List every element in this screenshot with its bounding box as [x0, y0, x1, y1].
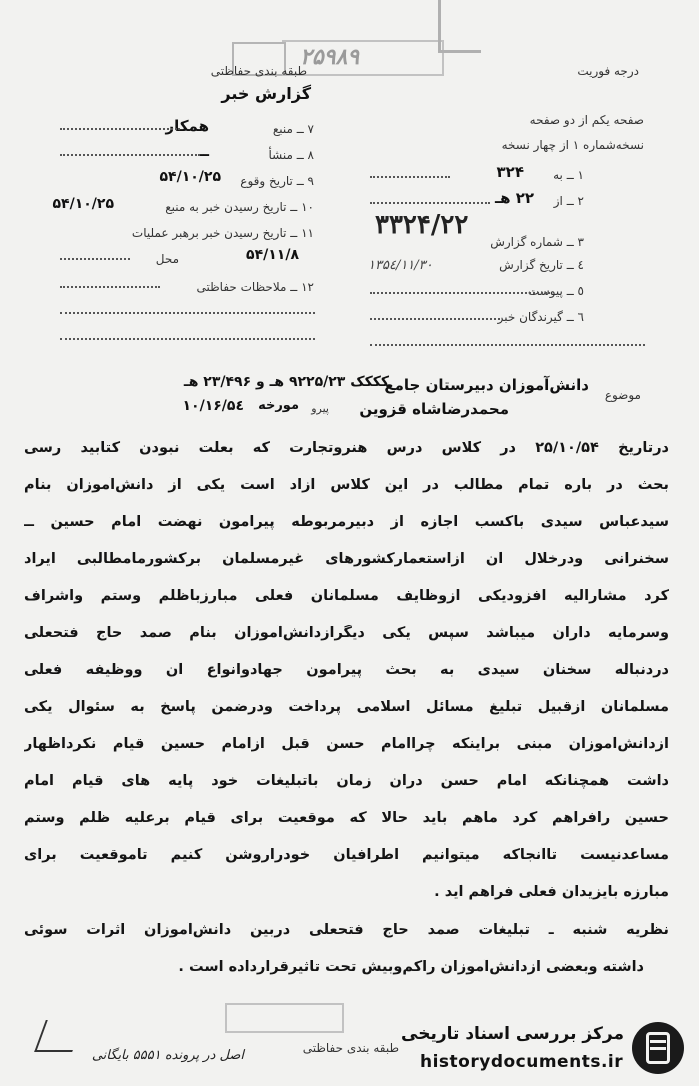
- body-line-1: درتاریخ ۲۵/۱۰/۵۴ در کلاس درس هنروتجارت که بعلت نبودن کتابید رسی: [24, 440, 669, 456]
- body-line-7: دردنباله سخنان سیدی به بحث پیرامون جهادوانواع آن ووظیفه فعلی: [24, 662, 669, 678]
- field-origin-line: [60, 154, 200, 156]
- field-ops-label: ۱۱ ــ تاریخ رسیدن خبر برهبر عملیات: [131, 226, 314, 240]
- field-copy-label: نسخه‌شماره ۱ از چهار نسخه: [501, 138, 644, 152]
- field-page-label: صفحه یکم از دو صفحه: [529, 113, 644, 127]
- field-occurrence-value: ۵۴/۱۰/۲۵: [159, 169, 221, 185]
- field-report-date-label: ٤ ــ تاریخ گزارش: [499, 258, 584, 272]
- body-line-14: نظریه شنبه ـ تبلیغات صمد حاج فتحعلی دربین دانش‌آموزان اثرات سوئی: [24, 922, 669, 938]
- site-url: historydocuments.ir: [420, 1052, 624, 1072]
- body-line-13: مبارزه بایزیدان فعلی فراهم آید .: [434, 884, 669, 900]
- stamp-number: ۲۵۹۸۹: [300, 44, 360, 70]
- field-report-no-label: ۳ ــ شماره گزارش: [490, 235, 584, 249]
- stamp-frame-bottom: [225, 1003, 344, 1033]
- field-attachment-label: ٥ ــ پیوست: [527, 284, 584, 298]
- field-source-line: [60, 128, 180, 130]
- field-origin-label: ۸ ــ منشأ: [268, 148, 314, 162]
- field-place-line: [60, 258, 130, 260]
- handwritten-archive-note: اصل در پرونده ۵۵۵۱ بایگانی: [91, 1048, 244, 1063]
- field-origin-value: ــ: [198, 142, 209, 160]
- subject-date-label: مورخه: [258, 398, 299, 413]
- field-to-label: ۱ ــ به: [553, 168, 584, 182]
- subject-ref-prefix: پیرو: [311, 402, 329, 415]
- field-recipients-label: ٦ ــ گیرندگان خبر: [497, 310, 584, 324]
- body-line-10: داشت همچنانکه امام حسن درآن زمان باتبلیغات خود پایه های قیام امام: [24, 773, 669, 789]
- field-source-value: همکار: [165, 117, 209, 135]
- field-received-value: ۵۴/۱۰/۲۵: [52, 196, 114, 212]
- field-recipients-line-2: [370, 344, 645, 346]
- body-line-2: بحث در باره تمام مطالب در این کلاس آزاد است یکی از دانش‌آموزان بنام: [24, 477, 669, 493]
- body-line-12: مساعدنیست تاآنجاکه میتوانیم اطرافیان خودراروشن کنیم تاموقعیت برای: [24, 847, 669, 863]
- field-report-no-value: ۳۳۲۴/۲۲: [375, 210, 469, 240]
- field-report-date-value: ۱۳۵٤/۱۱/۳۰: [368, 258, 433, 273]
- field-from-value: ۲۲ هـ: [494, 189, 534, 207]
- field-place-value: ۵۴/۱۱/۸: [246, 247, 299, 263]
- urgency-label: درجه فوریت: [577, 64, 639, 78]
- classification-label-bottom: طبقه بندی حفاظتی: [302, 1041, 399, 1055]
- field-recipients-line-1: [370, 318, 500, 320]
- report-title: گزارش خبر: [221, 84, 311, 103]
- body-line-6: وسرمایه داران میباشد سپس یکی دیگرازدانش‌آموزان بنام صمد حاج فتحعلی: [24, 625, 669, 641]
- field-to-value: ۳۲۴: [496, 163, 524, 181]
- body-line-11: حسین رافراهم کرد ماهم باید حالا که موقعیت برای قیام برعلیه ظلم وستم: [24, 810, 669, 826]
- archive-logo-icon: [632, 1022, 684, 1074]
- classification-label-top: طبقه بندی حفاظتی: [210, 64, 307, 78]
- subject-line-2: محمدرضاشاه قزوین: [359, 400, 509, 418]
- field-from-line: [370, 202, 490, 204]
- subject-label: موضوع: [604, 388, 641, 402]
- subject-ref-number: کککک ۹۲۲۵/۲۳ هـ و ۲۳/۴۹۶ هـ: [183, 374, 389, 390]
- body-line-15: داشته وبعضی ازدانش‌آموزان راکم‌وبیش تحت تاثیرقرارداده است .: [178, 959, 644, 975]
- field-to-line: [370, 176, 450, 178]
- field-security-line-2: [60, 312, 315, 314]
- field-occurrence-label: ۹ ــ تاریخ وقوع: [240, 174, 314, 188]
- field-security-line-3: [60, 338, 315, 340]
- field-attachment-line: [370, 292, 550, 294]
- corner-stamp: [438, 0, 481, 53]
- field-source-label: ۷ ــ منبع: [272, 122, 314, 136]
- handwritten-signature-mark: [34, 1020, 84, 1052]
- field-place-label: محل: [155, 252, 179, 266]
- body-line-5: کرد مشارالیه افزودیکی ازوظایف مسلمانان فعلی مبارزباظلم وستم واشراف: [24, 588, 669, 604]
- field-security-label: ۱۲ ــ ملاحظات حفاظتی: [196, 280, 314, 294]
- site-name: مرکز بررسی اسناد تاریخی: [401, 1024, 624, 1044]
- subject-line-1: دانش‌آموزان دبیرستان جامع: [384, 376, 589, 394]
- field-security-line-1: [60, 286, 160, 288]
- field-received-label: ۱۰ ــ تاریخ رسیدن خبر به منبع: [165, 200, 314, 214]
- subject-date-value: ۵٤/۱۰/۱۶: [182, 398, 244, 414]
- body-line-9: ازدانش‌آموزان مبنی براینکه چراامام حسن قبل ازامام حسین قیام نکرداظهار: [24, 736, 669, 752]
- body-line-8: مسلمانان ازقبیل تبلیغ مسائل اسلامی پرداخت ودرضمن پاسخ به سئوال یکی: [24, 699, 669, 715]
- body-line-3: سیدعباس سیدی باکسب اجازه از دبیرمربوطه پیرامون نهضت امام حسین ــ: [24, 514, 669, 530]
- body-line-4: سخنرانی ودرخلال آن ازاستعمارکشورهای غیرمسلمان برکشورمامطالبی ایراد: [24, 551, 669, 567]
- field-from-label: ۲ ــ از: [553, 194, 584, 208]
